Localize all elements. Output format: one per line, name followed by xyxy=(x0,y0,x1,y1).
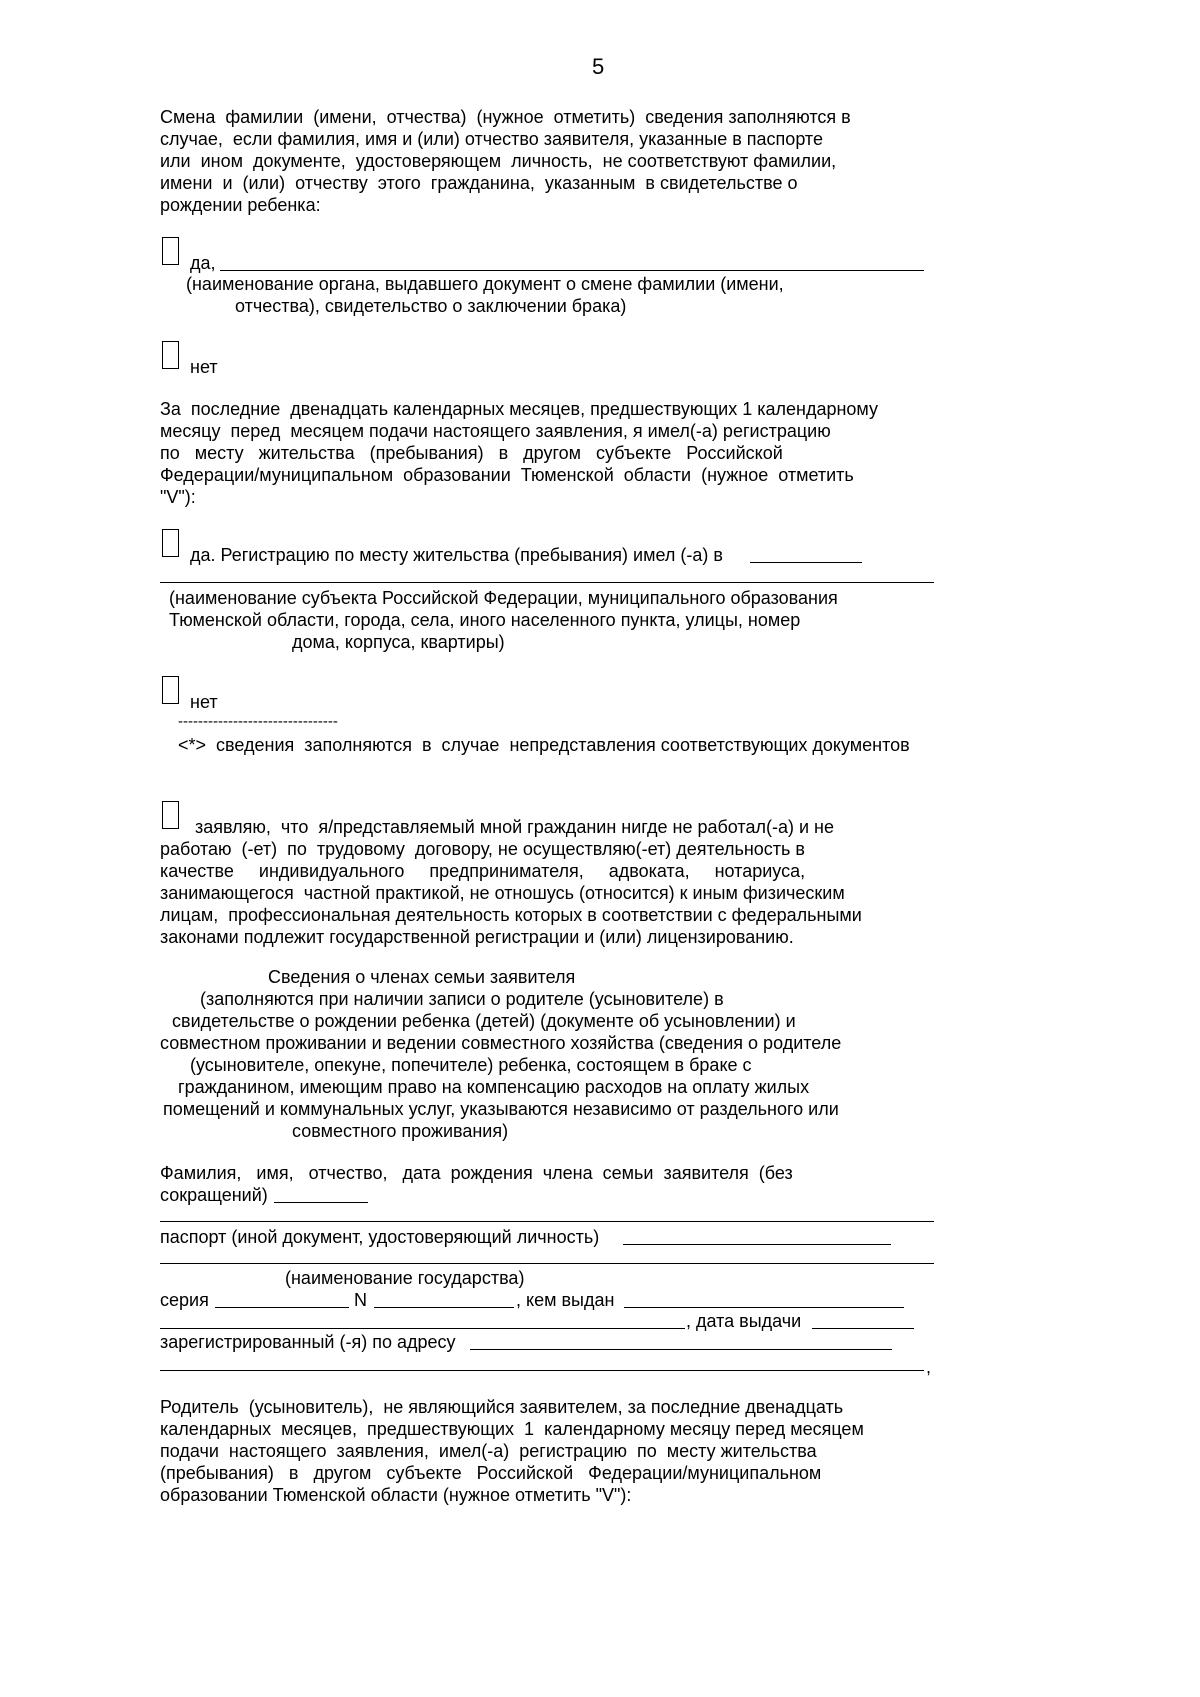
fio-field[interactable] xyxy=(274,1202,368,1203)
text-line: месяцу перед месяцем подачи настоящего заявления, я имел(-а) регистрацию xyxy=(160,421,831,441)
text-line: или ином документе, удостоверяющем личность, не соответствуют фамилии, xyxy=(160,151,837,171)
passport-label: паспорт (иной документ, удостоверяющий личность) xyxy=(160,1227,600,1247)
text-line: Родитель (усыновитель), не являющийся заявителем, за последние двенадцать xyxy=(160,1397,844,1417)
issued-by-label: , кем выдан xyxy=(516,1290,615,1310)
text-line: гражданином, имеющим право на компенсацию расходов на оплату жилых xyxy=(178,1077,810,1097)
field-note: отчества), свидетельство о заключении брака) xyxy=(235,296,627,316)
field-note: Тюменской области, города, села, иного населенного пункта, улицы, номер xyxy=(169,610,801,630)
text-line: (усыновителе, опекуне, попечителе) ребенка, состоящем в браке с xyxy=(190,1055,752,1075)
field-note: дома, корпуса, квартиры) xyxy=(292,632,505,652)
text-line: качестве индивидуального предпринимателя, адвоката, нотариуса, xyxy=(160,861,806,881)
number-field[interactable] xyxy=(374,1307,514,1308)
issued-by-field[interactable] xyxy=(624,1307,904,1308)
text-line: совместном проживании и ведении совместного хозяйства (сведения о родителе xyxy=(160,1033,842,1053)
text-line: подачи настоящего заявления, имел(-а) регистрацию по месту жительства xyxy=(160,1441,817,1461)
issuing-authority-field[interactable] xyxy=(220,270,924,271)
passport-field[interactable] xyxy=(623,1244,891,1245)
text-line: лицам, профессиональная деятельность которых в соответствии с федеральными xyxy=(160,905,862,925)
series-field[interactable] xyxy=(215,1307,349,1308)
issue-date-field[interactable] xyxy=(812,1328,914,1329)
name-change-yes-checkbox[interactable] xyxy=(162,237,179,265)
text-line: помещений и коммунальных услуг, указываются независимо от раздельного или xyxy=(163,1099,839,1119)
family-section-heading: Сведения о членах семьи заявителя xyxy=(268,967,576,987)
declaration-checkbox[interactable] xyxy=(162,801,179,829)
registration-no-label: нет xyxy=(190,692,218,712)
registration-yes-checkbox[interactable] xyxy=(162,529,179,557)
text-line: имени и (или) отчеству этого гражданина, указанным в свидетельстве о xyxy=(160,173,798,193)
text-line: совместного проживания) xyxy=(292,1121,509,1141)
text-line: образовании Тюменской области (нужное отметить "V"): xyxy=(160,1485,632,1505)
number-label: N xyxy=(354,1290,367,1310)
comma: , xyxy=(926,1357,932,1377)
name-change-yes-label: да, xyxy=(190,253,216,273)
text-line: Федерации/муниципальном образовании Тюменской области (нужное отметить xyxy=(160,465,854,485)
text-line: работаю (-ет) по трудовому договору, не осуществляю(-ет) деятельность в xyxy=(160,839,805,859)
text-line: "V"): xyxy=(160,487,196,507)
fio-field-continued[interactable] xyxy=(160,1221,934,1222)
text-line: календарных месяцев, предшествующих 1 календарному месяцу перед месяцем xyxy=(160,1419,864,1439)
registration-no-checkbox[interactable] xyxy=(162,676,179,704)
fio-label-continued: сокращений) xyxy=(160,1185,268,1205)
passport-field-continued[interactable] xyxy=(160,1263,934,1264)
registered-address-label: зарегистрированный (-я) по адресу xyxy=(160,1332,456,1352)
text-line: Смена фамилии (имени, отчества) (нужное отметить) сведения заполняются в xyxy=(160,107,851,127)
text-line: занимающегося частной практикой, не отношусь (относится) к иным физическим xyxy=(160,883,845,903)
fio-label: Фамилия, имя, отчество, дата рождения члена семьи заявителя (без xyxy=(160,1163,793,1183)
text-line: законами подлежит государственной регистрации и (или) лицензированию. xyxy=(160,927,794,947)
issued-by-field-continued[interactable] xyxy=(160,1328,685,1329)
field-note: (наименование субъекта Российской Федерации, муниципального образования xyxy=(169,588,838,608)
state-note: (наименование государства) xyxy=(285,1268,525,1288)
name-change-no-checkbox[interactable] xyxy=(162,341,179,369)
text-line: заявляю, что я/представляемый мной гражданин нигде не работал(-а) и не xyxy=(195,817,834,837)
footnote-separator: -------------------------------- xyxy=(178,713,338,730)
text-line: случае, если фамилия, имя и (или) отчество заявителя, указанные в паспорте xyxy=(160,129,823,149)
text-line: рождении ребенка: xyxy=(160,195,321,215)
issue-date-label: , дата выдачи xyxy=(686,1311,802,1331)
field-note: (наименование органа, выдавшего документ о смене фамилии (имени, xyxy=(186,274,784,294)
registration-place-field-continued[interactable] xyxy=(160,582,934,583)
footnote-text: <*> сведения заполняются в случае непредставления соответствующих документов xyxy=(178,735,910,755)
registered-address-field-continued[interactable] xyxy=(160,1370,924,1371)
text-line: (заполняются при наличии записи о родителе (усыновителе) в xyxy=(200,989,724,1009)
text-line: (пребывания) в другом субъекте Российской Федерации/муниципальном xyxy=(160,1463,822,1483)
registered-address-field[interactable] xyxy=(470,1349,892,1350)
registration-yes-label: да. Регистрацию по месту жительства (пребывания) имел (-а) в xyxy=(190,545,723,565)
text-line: по месту жительства (пребывания) в другом субъекте Российской xyxy=(160,443,783,463)
page-number: 5 xyxy=(592,54,605,79)
text-line: За последние двенадцать календарных месяцев, предшествующих 1 календарному xyxy=(160,399,879,419)
name-change-no-label: нет xyxy=(190,357,218,377)
text-line: свидетельстве о рождении ребенка (детей) (документе об усыновлении) и xyxy=(172,1011,796,1031)
series-label: серия xyxy=(160,1290,209,1310)
registration-place-field[interactable] xyxy=(750,562,862,563)
